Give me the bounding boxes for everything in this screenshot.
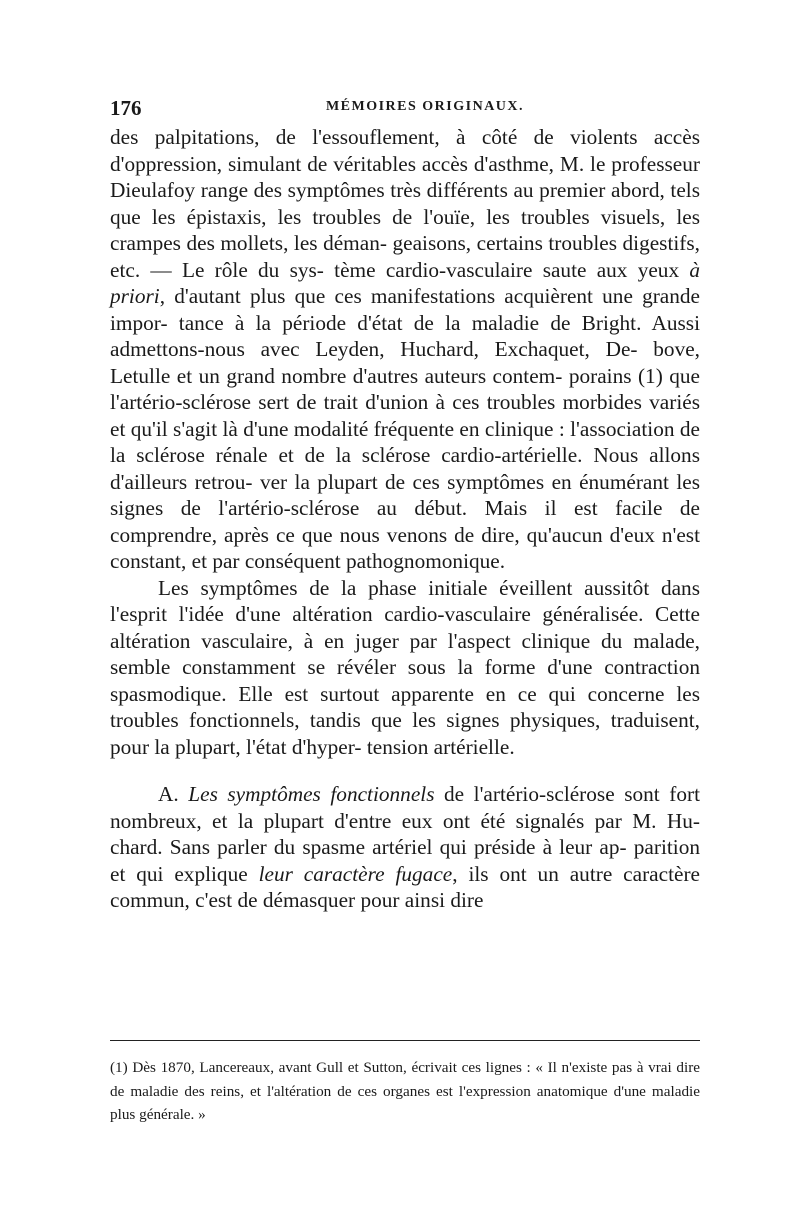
italic-phrase: à priori [110, 257, 701, 308]
main-text [110, 124, 700, 914]
text-line: parition et qui explique [110, 835, 700, 886]
text-line: geaisons, certains troubles digestifs, etc. — Le rôle du sys- [110, 231, 701, 282]
text-line: plus que ces manifestations acquièrent une grande impor- [110, 284, 701, 335]
text-line: nombreux, et la plupart d'entre eux ont été signalés par M. Hu- [110, 808, 700, 833]
section-italic-title: Les symptômes fonctionnels [188, 782, 435, 806]
text-line: tème cardio-vasculaire saute aux yeux [334, 257, 690, 282]
text-line: après ce que nous venons de dire, qu'aucun d'eux n'est [224, 522, 700, 547]
page-number: 176 [110, 96, 142, 120]
text-line: les troubles visuels, les crampes des mollets, les déman- [110, 204, 700, 255]
footnote-divider [110, 1040, 700, 1041]
text-line: bove, Letulle et un grand nombre d'autres auteurs contem- [110, 337, 701, 388]
text-line: porains (1) que l'artério-sclérose sert de trait d'union à ces [110, 363, 701, 414]
text-line: tance à la période d'état de la maladie de Bright. Aussi [178, 310, 700, 335]
text-line: fréquente en clinique : l'association de la sclérose rénale et [110, 416, 700, 467]
text-line: du malade, semble constamment se révéler sous la forme [110, 628, 701, 679]
text-line: constant, et par conséquent pathognomonique. [110, 549, 506, 573]
paragraph-2 [110, 575, 700, 761]
section-label: A. [158, 782, 179, 806]
text-line: signes physiques, traduisent, pour la plupart, l'état d'hyper- [110, 708, 701, 759]
text-line: Les symptômes de la phase initiale éveillent aussitôt dans [158, 575, 700, 600]
text-line: admettons-nous avec Leyden, Huchard, Exchaquet, De- [110, 337, 638, 361]
text-line: de la sclérose cardio-artérielle. Nous allons d'ailleurs retrou- [110, 443, 700, 494]
footnote-line: est l'expression anatomique d'une maladie plus générale. » [110, 1082, 700, 1123]
text-line: d'oppression, simulant de véritables accès d'asthme, M. le [110, 151, 606, 176]
text-line: l'artério-sclérose au début. Mais il est facile de comprendre, [110, 496, 700, 547]
text-line: ver la plupart de ces symptômes en énumérant les signes de [110, 469, 701, 520]
text-line: tension artérielle. [366, 734, 515, 759]
footnote [110, 1056, 700, 1127]
text-line: au premier abord, tels que les épistaxis, les troubles de l'ouïe, [110, 178, 700, 229]
text-line: , d'autant [159, 284, 241, 308]
running-title: MÉMOIRES ORIGINAUX. [325, 99, 525, 114]
footnote-line: n'existe pas à vrai dire de maladie des reins, et l'altération de ces organes [110, 1059, 701, 1100]
text-line: des palpitations, de l'essouflement, à côté de violents accès [110, 125, 700, 149]
paragraph-1 [110, 124, 700, 575]
footnote-line: (1) Dès 1870, Lancereaux, avant Gull et Sutton, écrivait ces lignes : « Il [110, 1059, 557, 1076]
text-line: l'esprit l'idée d'une altération cardio-vasculaire généralisée. [110, 602, 644, 626]
text-line: professeur Dieulafoy range des symptômes très différents [110, 151, 700, 202]
text-line: , ils ont un [452, 861, 559, 886]
text-line: troubles morbides variés et qu'il s'agit là d'une modalité [110, 390, 701, 441]
running-head [110, 96, 700, 124]
text-line: Cette altération vasculaire, à en juger par l'aspect clinique [110, 602, 700, 653]
paragraph-section-a [110, 781, 700, 914]
text-line: chard. Sans parler du spasme artériel qui préside à leur ap- [110, 835, 627, 859]
text-line: d'une contraction spasmodique. Elle est surtout apparente en [110, 655, 701, 706]
text-line: de l'artério-sclérose sont fort [434, 782, 700, 806]
text-line: ce qui concerne les troubles fonctionnels, tandis que les [110, 681, 700, 732]
text-line: autre caractère commun, c'est de démasquer pour ainsi dire [110, 861, 700, 912]
italic-phrase: leur caractère fugace [258, 861, 453, 886]
